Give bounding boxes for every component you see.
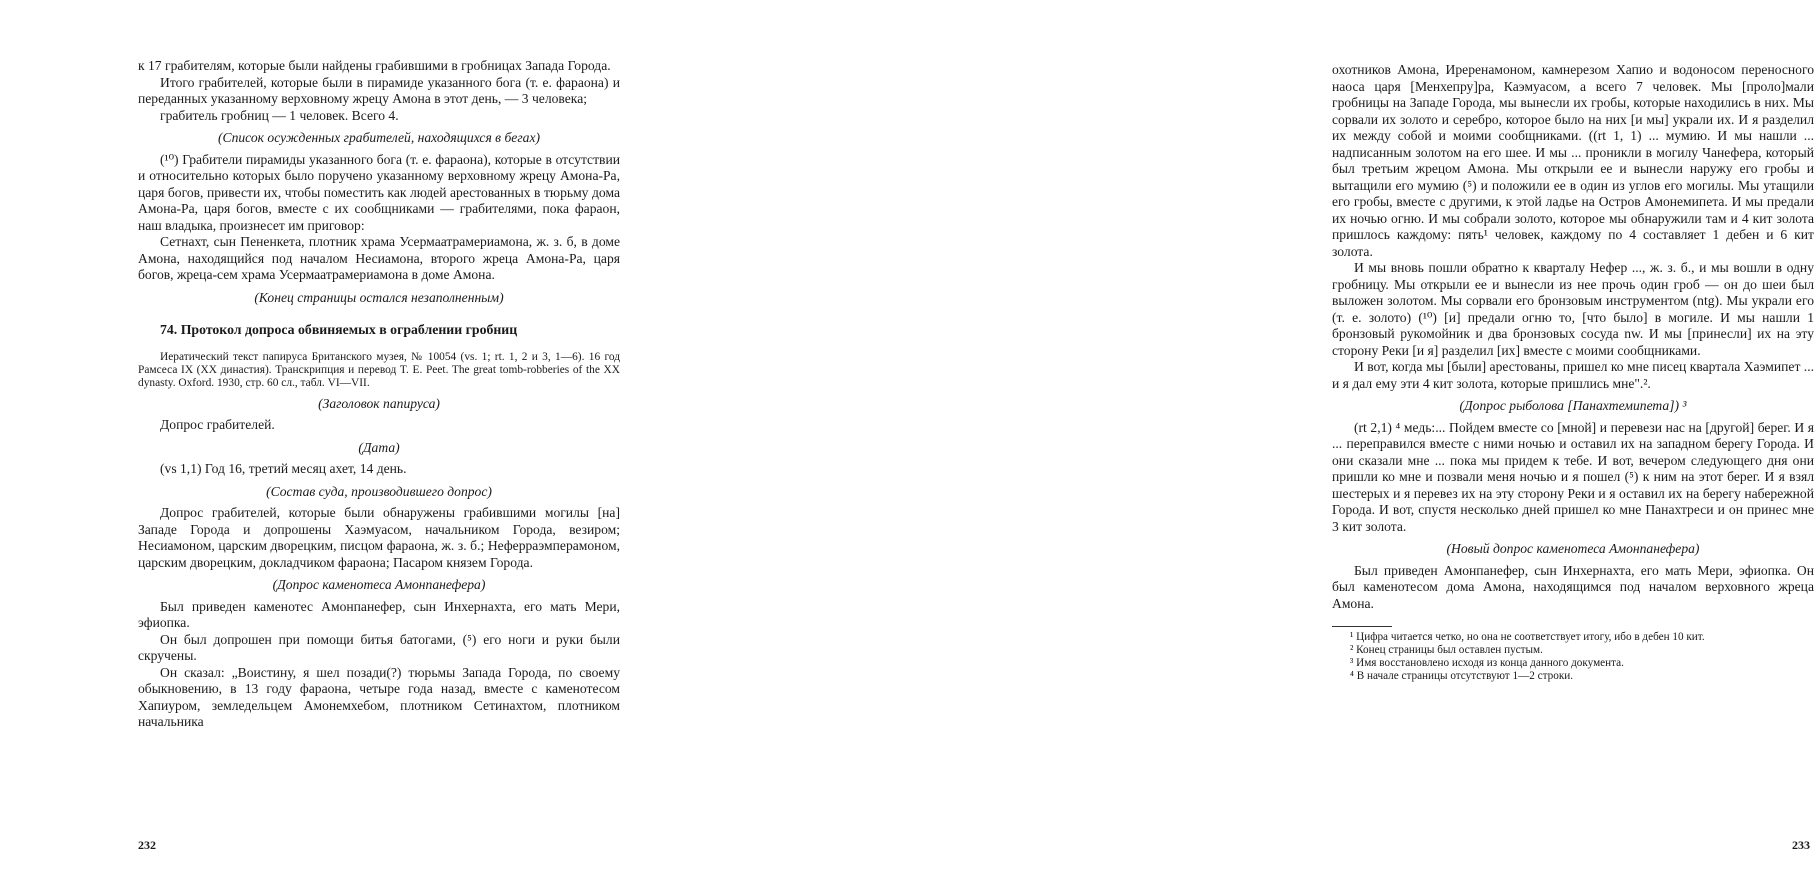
paragraph: к 17 грабителям, которые были найдены грабившими в гробницах Запада Города. [138,58,611,73]
left-page-text [138,58,620,731]
paragraph: (rt 2,1) ⁴ медь:... Пойдем вместе со [мной] и перевези нас на [другой] берег. И я ... переправился вместе с ними ночью и оставил их на западном берегу Города. И они сказали мне ... пока мы придем к тебе. И вот, вечером следующего дня они пришли ко мне и позвали меня ночью и я пошел (⁵) к ним на этот берег. И я взял шестерых и я перевез их на эту сторону Реки и я оставил их на берегу набережной Города. И вот, спустя несколько дней пришел ко мне Панахтреси и он принес мне 3 кит золота. [1332,419,1814,534]
footnote: ² Конец страницы был оставлен пустым. [1350,644,1543,656]
paragraph: (¹⁰) Грабители пирамиды указанного бога (т. е. фараона), которые в отсутствии и относительно которых было поручено указанному верховному жрецу Амона-Ра, царя богов, привести их, чтобы поместить как людей арестованных в тюрьму дома Амона-Ра, царя богов, вместе с их сообщниками — грабителями, пока фараон, наш владыка, произнесет им приговор: [138,151,620,233]
paragraph: Был приведен Амонпанефер, сын Инхернахта, его мать Мери, эфиопка. Он был каменотесом дома Амона, находящимся под началом верховного жреца Амона. [1332,562,1814,611]
paragraph: грабитель гробниц — 1 человек. Всего 4. [160,107,399,123]
section-heading: (Состав суда, производившего допрос) [266,483,492,499]
right-page-text [1332,62,1814,683]
paragraph: И вот, когда мы [были] арестованы, пришел ко мне писец квартала Хаэмипет ... и я дал ему эти 4 кит золота, которые пришлись мне".². [1332,359,1814,391]
paragraph: Сетнахт, сын Пененкета, плотник храма Усермаатрамериамона, ж. з. б, в доме Амона, находящийся под началом Несиамона, второго жреца Амона-Ра, царя богов, жреца-сем храма Усермаатрамериамона в доме Амона. [138,234,620,282]
paragraph: Допрос грабителей. [160,417,275,432]
paragraph: охотников Амона, Иреренамоном, камнерезом Хапио и водоносом переносного наоса царя [Менхепру]ра, Каэмуасом, а всего 7 человек. Мы [проло]мали гробницы на Западе Города, мы вынесли их гробы, которые находились в них. Мы сорвали их золото и серебро, которое было на них [и мы] украли их. И я разделил их между собой и моими сообщниками. ((rt 1, 1) ... мумию. И мы нашли ... надписанным золотом на его шее. И мы ... проникли в могилу Чанефера, который был третьим жрецом Амона. Мы открыли ее и вынесли наружу его гробы и вытащили его мумию (⁵) и положили ее в один из углов его могилы. Мы утащили его гробы, вместе с другими, к этой ладье на Остров Амонемипета. И мы предали их ночью огню. И мы собрали золото, которое мы обнаружили там и 4 кит золота пришлось каждому: пять¹ человек, каждому по 4 составляет 1 дебен и 6 кит золота. [1332,62,1814,259]
paragraph: И мы вновь пошли обратно к кварталу Нефер ..., ж. з. б., и мы вошли в одну гробницу. Мы открыли ее и вынесли из нее прочь один гроб — он до шеи был выложен золотом. Мы сорвали его бронзовым инструментом (ntg). Мы украли его (т. е. золото) (¹⁰) [и] предали огню то, [что было] в могиле. И мы нашли 1 бронзовый рукомойник и два бронзовых сосуда nw. И мы [принесли] их на эту сторону Реки [и я] разделил [их] вместе с моими сообщниками. [1332,260,1814,358]
section-heading: (Допрос каменотеса Амонпанефера) [272,577,486,592]
section-heading: (Заголовок папируса) [318,395,440,411]
section-heading: (Новый допрос каменотеса Амонпанефера) [1446,541,1700,556]
section-heading: (Конец страницы остался незаполненным) [254,289,504,305]
paragraph: Итого грабителей, которые были в пирамиде указанного бога (т. е. фараона) и переданных указанному верховному жрецу Амона в этот день, — 3 человека; [138,74,620,106]
footnote: ³ Имя восстановлено исходя из конца данного документа. [1350,657,1624,669]
footnote: ¹ Цифра читается четко, но она не соответствует итогу, ибо в дебен 10 кит. [1350,631,1705,643]
paragraph: Допрос грабителей, которые были обнаружены грабившими могилы [на] Западе Города и допрошены Хаэмуасом, начальником Города, везиром; Несиамоном, царским дворецким, писцом фараона, ж. з. б.; Неферраэмперамоном, царским дворецким, докладчиком фараона; Пасаром князем Города. [138,505,620,570]
paragraph: Иератический текст папируса Британского музея, № 10054 (vs. 1; rt. 1, 2 и 3, 1—6). 16 год Рамсеса IX (XX династия). Транскрипция и перевод T. E. Peet. The great tomb-robberies of the XX dynasty. Oxford. 1930, стр. 60 сл., табл. VI—VII. [138,350,620,389]
paragraph: Он был допрошен при помощи битья батогами, (⁵) его ноги и руки были скручены. [138,631,620,663]
section-heading: (Список осужденных грабителей, находящихся в бегах) [217,130,541,145]
footnote-divider [1332,626,1392,627]
right-page [632,0,1814,893]
document-title: 74. Протокол допроса обвиняемых в ограблении гробниц [160,322,518,337]
left-page [0,0,632,893]
left-page-number: 232 [138,838,156,852]
footnote: ⁴ В начале страницы отсутствуют 1—2 строки. [1350,670,1574,682]
paragraph: (vs 1,1) Год 16, третий месяц ахет, 14 день. [160,461,407,476]
paragraph: Был приведен каменотес Амонпанефер, сын Инхернахта, его мать Мери, эфиопка. [138,598,620,630]
right-page-number: 233 [1792,838,1810,852]
paragraph: Он сказал: „Воистину, я шел позади(?) тюрьмы Запада Города, по своему обыкновению, в 13 году фараона, четыре года назад, вместе с каменотесом Хапиуром, земледельцем Амонемхебом, плотником Сетинахтом, плотником начальника [138,664,620,729]
section-heading: (Дата) [358,439,400,455]
section-heading: (Допрос рыболова [Панахтемипета]) ³ [1459,398,1687,413]
